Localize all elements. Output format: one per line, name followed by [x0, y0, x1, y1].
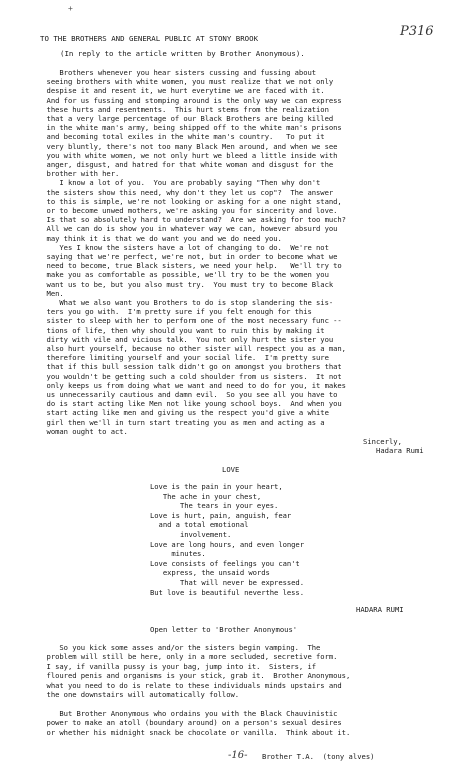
- text-line: Love are long hours, and even longer: [150, 539, 304, 549]
- text-line: woman ought to act.: [38, 426, 128, 436]
- text-line: the sisters show this need, why don't they let us cop"? The answer: [38, 187, 334, 197]
- text-line: and a total emotional: [150, 520, 249, 530]
- text-line: Love consists of feelings you can't: [150, 558, 300, 568]
- text-line: you wouldn't be getting such a cold shoulder from us sisters. It not: [38, 371, 342, 381]
- text-line: Yes I know the sisters have a lot of changing to do. We're not: [38, 242, 329, 252]
- text-line: despise it and resent it, we hurt everytime we are faced with it.: [38, 86, 325, 96]
- text-line: us unnecessarily cautious and damn evil. So you see all you have to: [38, 390, 338, 399]
- text-line: problem will still be here, only in a more secluded, secretive form.: [38, 652, 338, 662]
- letter-signature: Hadara Rumi: [376, 446, 424, 455]
- text-line: seeing brothers with white women, you must realize that we not only: [38, 77, 334, 87]
- text-line: may think it is that we do want you and we do need you.: [38, 233, 282, 243]
- text-line: And for us fussing and stomping around is the only way we can express: [38, 95, 342, 105]
- text-line: what you need to do is relate to these individuals minds upstairs and: [38, 680, 342, 690]
- text-line: also hurt yourself, because no other sister will respect you as a man,: [38, 344, 346, 353]
- text-line: But love is beautiful neverthe less.: [150, 587, 304, 597]
- text-line: All we can do is show you in whatever way we can, however absurd you: [38, 224, 338, 234]
- text-line: sister to sleep with her to perform one of the most necessary func --: [38, 316, 342, 326]
- text-line: that if this bull session talk didn't go on amongst you brothers that: [38, 362, 342, 372]
- text-line: to this is simple, we're not looking or asking for a one night stand,: [38, 196, 342, 206]
- text-line: or whether his midnight snack be chocolate or vanilla. Think about it.: [38, 727, 351, 737]
- text-line: saying that we're perfect, we're not, but in order to become what we: [38, 252, 338, 261]
- text-line: But Brother Anonymous who ordains you with the Black Chauvinistic: [38, 708, 338, 718]
- text-line: minutes.: [150, 549, 206, 559]
- text-line: tions of life, then why should you want to ruin this by making it: [38, 325, 325, 335]
- text-line: the one downstairs will automatically follow.: [38, 690, 240, 699]
- text-line: Love is the pain in your heart,: [150, 482, 283, 491]
- text-line: power to make an atoll (boundary around) on a person's sexual desires: [38, 718, 342, 728]
- text-line: very bluntly, there's not too many Black Men around, and when we see: [38, 141, 338, 151]
- text-line: The tears in your eyes.: [150, 501, 279, 511]
- text-line: girl then we'll in turn start treating you as men and acting as a: [38, 417, 325, 427]
- text-line: therefore limiting yourself and your social life. I'm pretty sure: [38, 353, 329, 363]
- footer-page-number: -16-: [228, 750, 248, 761]
- text-line: So you kick some asses and/or the sisters begin vamping. The: [38, 643, 321, 652]
- text-line: or to become unwed mothers, we're asking you for sincerity and love.: [38, 206, 338, 215]
- handwritten-page-number: P316: [400, 24, 434, 39]
- text-line: floured penis and organisms is your stick, grab it. Brother Anonymous,: [38, 671, 351, 681]
- text-line: Men.: [38, 288, 64, 298]
- corner-mark: +: [68, 4, 73, 13]
- text-line: start acting like men and giving us the respect you'd give a white: [38, 408, 329, 418]
- open-letter-signature: Brother T.A. (tony alves): [262, 752, 375, 761]
- text-line: want us to be, but you also must try. You must try to become Black: [38, 279, 334, 289]
- letter-title: TO THE BROTHERS AND GENERAL PUBLIC AT STONY BROOK: [40, 34, 259, 43]
- text-line: ters you go with. I'm pretty sure if you felt enough for this: [38, 307, 312, 317]
- text-line: anger, disgust, and hatred for that white woman and disgust for the: [38, 160, 334, 169]
- text-line: I know a lot of you. You are probably saying "Then why don't: [38, 178, 321, 188]
- text-line: need to become, true Black sisters, we need your help. We'll try to: [38, 261, 342, 271]
- text-line: Is that so absolutely hard to understand? Are we asking for too much?: [38, 215, 346, 225]
- text-line: Love is hurt, pain, anguish, fear: [150, 510, 292, 520]
- text-line: that a very large percentage of our Black Brothers are being killed: [38, 114, 334, 123]
- open-letter-title: Open letter to 'Brother Anonymous': [150, 625, 298, 634]
- text-line: in the white man's army, being shipped off to the white man's prisons: [38, 123, 342, 133]
- poem-author: HADARA RUMI: [356, 605, 404, 614]
- text-line: Brothers whenever you hear sisters cussing and fussing about: [38, 68, 317, 77]
- letter-signoff: Sincerly,: [363, 437, 402, 446]
- text-line: these hurts and resentments. This hurt stems from the realization: [38, 104, 329, 114]
- text-line: That will never be expressed.: [150, 578, 304, 587]
- text-line: I say, if vanilla pussy is your bag, jump into it. Sisters, if: [38, 661, 317, 671]
- text-line: and becoming total exiles in the white man's country. To put it: [38, 132, 325, 142]
- text-line: make you as comfortable as possible, we'll try to be the women you: [38, 270, 329, 280]
- text-line: only keeps us from doing what we want and need to do for you, it makes: [38, 380, 346, 390]
- text-line: What we also want you Brothers to do is stop slandering the sis-: [38, 298, 334, 307]
- text-line: involvement.: [150, 530, 232, 539]
- text-line: dirty with vile and vicious talk. You not only hurt the sister you: [38, 334, 334, 344]
- text-line: The ache in your chest,: [150, 491, 262, 501]
- text-line: you with white women, we not only hurt we bleed a little inside with: [38, 150, 338, 160]
- text-line: do is start acting like Men not like young school boys. And when you: [38, 399, 342, 409]
- poem-title: LOVE: [222, 465, 240, 474]
- text-line: brother with her.: [38, 169, 120, 179]
- text-line: express, the unsaid words: [150, 568, 270, 578]
- letter-subtitle: (In reply to the article written by Brother Anonymous).: [60, 49, 305, 58]
